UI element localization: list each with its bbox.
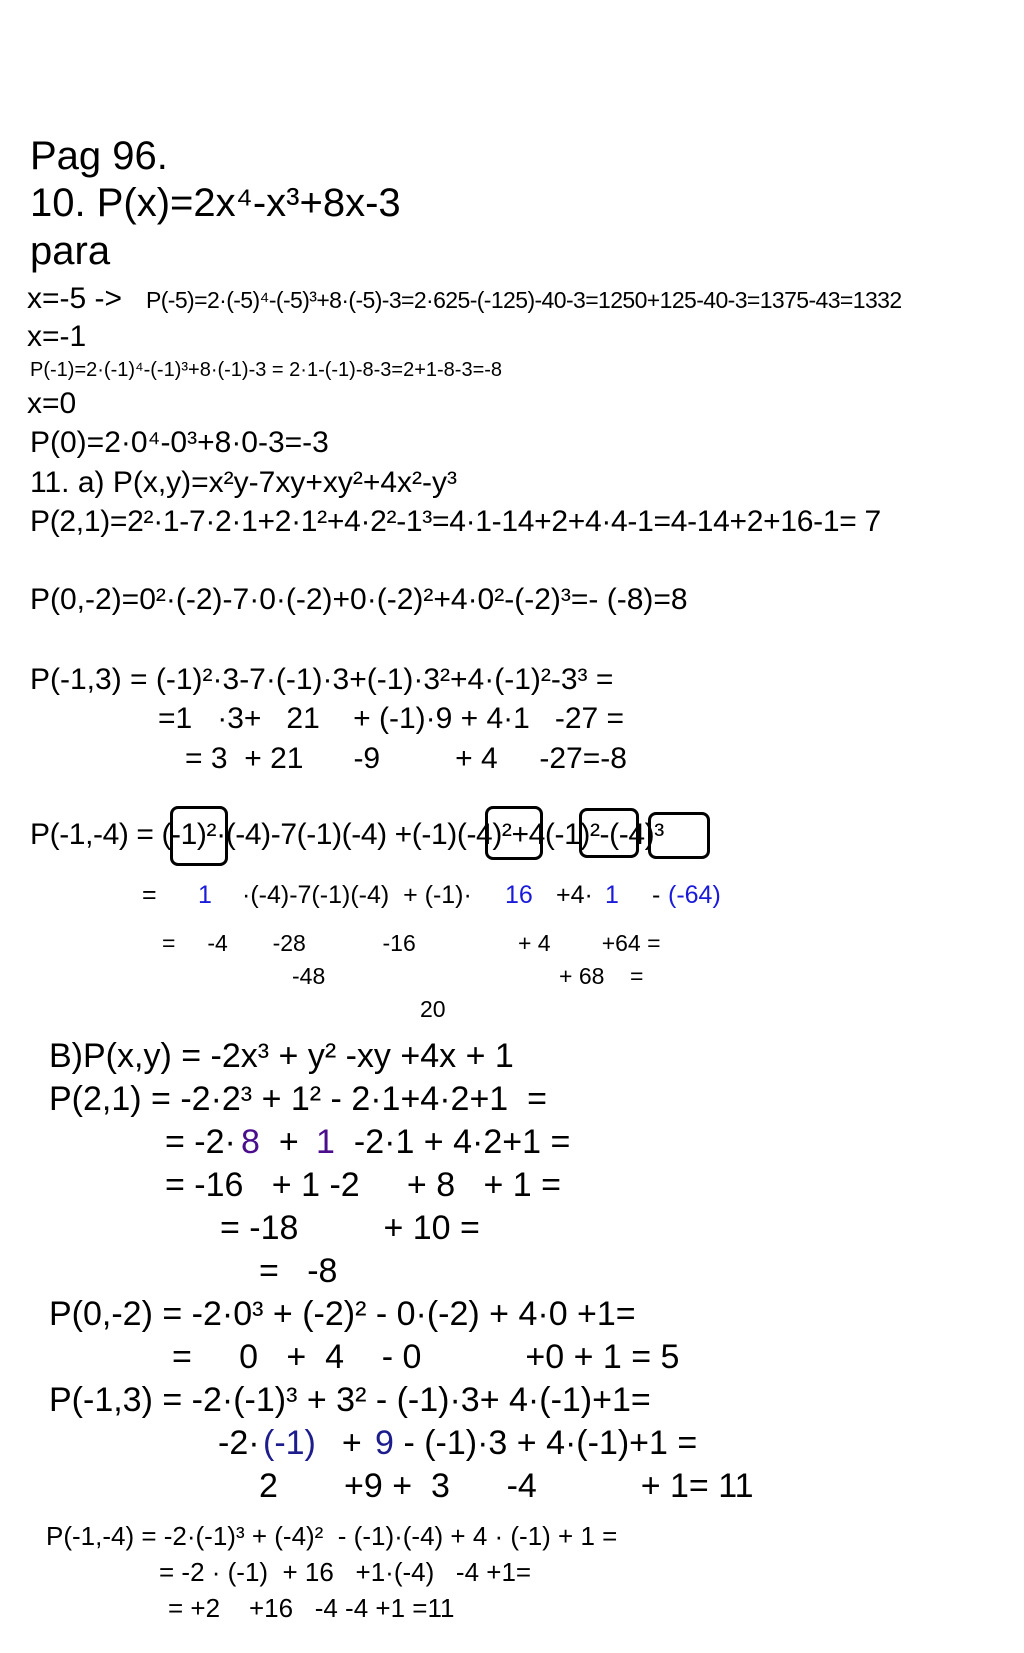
ex11b-p-2-1-value-8: 8 xyxy=(241,1123,260,1161)
ex11b-p-2-1-line2-a: = -2· xyxy=(165,1123,236,1161)
ex11b-p-0-minus2-line1: P(0,-2) = -2·0³ + (-2)² - 0·(-2) + 4·0 +1= xyxy=(49,1295,636,1333)
ex11b-p-minus1-3-line2-b: + xyxy=(323,1424,372,1462)
ex11a-p-minus1-minus4-line3: = -4 -28 -16 + 4 +64 = xyxy=(162,930,661,956)
para-label: para xyxy=(30,229,111,273)
ex11a-partial-sum-plus68: + 68 = xyxy=(559,963,644,989)
ex11b-p-2-1-line1: P(2,1) = -2·2³ + 1² - 2·1+4·2+1 = xyxy=(49,1080,547,1118)
x-zero-label: x=0 xyxy=(27,387,77,420)
exercise-11a-title: 11. a) P(x,y)=x²y-7xy+xy²+4x²-y³ xyxy=(30,466,458,499)
ex11b-p-2-1-line4: = -18 + 10 = xyxy=(220,1209,480,1247)
ex11a-p-minus1-3-line3: = 3 + 21 -9 + 4 -27=-8 xyxy=(185,742,627,775)
ex11a-p-minus1-minus4-line1: P(-1,-4) = (-1)²·(-4)-7(-1)(-4) +(-1)(-4)²+4(-1)²-(-4)³ xyxy=(30,818,664,851)
ex11a-line2-equals: = xyxy=(142,881,157,909)
ex11b-p-2-1-line2-c: -2·1 + 4·2+1 = xyxy=(335,1123,571,1161)
ex11a-line2-plus4: +4· xyxy=(556,881,593,909)
x-minus5-label: x=-5 -> xyxy=(27,282,123,315)
x-minus1-calculation: P(-1)=2·(-1)⁴-(-1)³+8·(-1)-3 = 2·1-(-1)-8-3=2+1-8-3=-8 xyxy=(30,359,503,381)
ex11a-line2-value-minus64: (-64) xyxy=(668,881,721,909)
ex11a-line2-middle: ·(-4)-7(-1)(-4) + (-1)· xyxy=(242,881,472,909)
ex11a-line2-value-1b: 1 xyxy=(605,881,619,909)
ex11b-p-0-minus2-line2: = 0 + 4 - 0 +0 + 1 = 5 xyxy=(172,1338,680,1376)
ex11b-p-minus1-3-line2-c: - (-1)·3 + 4·(-1)+1 = xyxy=(394,1424,698,1462)
ex11a-result-20: 20 xyxy=(420,996,446,1022)
ex11a-p-2-1: P(2,1)=2²·1-7·2·1+2·1²+4·2²-1³=4·1-14+2+4·4-1=4-14+2+16-1= 7 xyxy=(30,505,881,538)
ex11b-p-minus1-minus4-line1: P(-1,-4) = -2·(-1)³ + (-4)² - (-1)·(-4) + 4 · (-1) + 1 = xyxy=(46,1521,618,1551)
highlight-box xyxy=(485,806,543,860)
ex11a-p-minus1-3-line2: =1 ·3+ 21 + (-1)·9 + 4·1 -27 = xyxy=(158,702,625,735)
ex11b-p-minus1-3-line2-a: -2· xyxy=(218,1424,260,1462)
ex11a-p-0-minus2: P(0,-2)=0²·(-2)-7·0·(-2)+0·(-2)²+4·0²-(-2)³=- (-8)=8 xyxy=(30,583,688,616)
ex11a-partial-sum-minus48: -48 xyxy=(292,963,326,989)
x-minus5-calculation: P(-5)=2·(-5)⁴-(-5)³+8·(-5)-3=2·625-(-125)-40-3=1250+125-40-3=1375-43=1332 xyxy=(146,287,902,313)
ex11a-p-minus1-3-line1: P(-1,3) = (-1)²·3-7·(-1)·3+(-1)·3²+4·(-1)²-3³ = xyxy=(30,663,614,696)
exercise-11b-title: B)P(x,y) = -2x³ + y² -xy +4x + 1 xyxy=(49,1037,514,1075)
ex11b-p-minus1-minus4-line2: = -2 · (-1) + 16 +1·(-4) -4 +1= xyxy=(159,1557,532,1587)
page-reference: Pag 96. xyxy=(30,134,168,178)
ex11a-line2-value-16: 16 xyxy=(505,881,533,909)
highlight-box xyxy=(648,812,710,859)
ex11b-p-minus1-3-line3: 2 +9 + 3 -4 + 1= 11 xyxy=(259,1467,754,1505)
ex11b-p-2-1-line2-b: + xyxy=(260,1123,309,1161)
ex11b-p-minus1-3-value-minus1: (-1) xyxy=(263,1424,316,1462)
exercise-10-title: 10. P(x)=2x⁴-x³+8x-3 xyxy=(30,181,401,225)
ex11a-line2-value-1: 1 xyxy=(198,881,212,909)
highlight-box xyxy=(579,808,639,858)
ex11b-p-minus1-minus4-line3: = +2 +16 -4 -4 +1 =11 xyxy=(168,1593,455,1623)
ex11b-p-minus1-3-value-9: 9 xyxy=(375,1424,394,1462)
ex11b-p-2-1-value-1: 1 xyxy=(316,1123,335,1161)
ex11b-p-2-1-line5: = -8 xyxy=(259,1252,338,1290)
x-minus1-label: x=-1 xyxy=(27,320,87,353)
ex11b-p-minus1-3-line1: P(-1,3) = -2·(-1)³ + 3² - (-1)·3+ 4·(-1)+1= xyxy=(49,1381,651,1419)
ex11b-p-2-1-line3: = -16 + 1 -2 + 8 + 1 = xyxy=(165,1166,561,1204)
x-zero-calculation: P(0)=2·0⁴-0³+8·0-3=-3 xyxy=(30,426,329,459)
highlight-box xyxy=(170,806,228,866)
ex11a-line2-minus: - xyxy=(652,881,661,909)
